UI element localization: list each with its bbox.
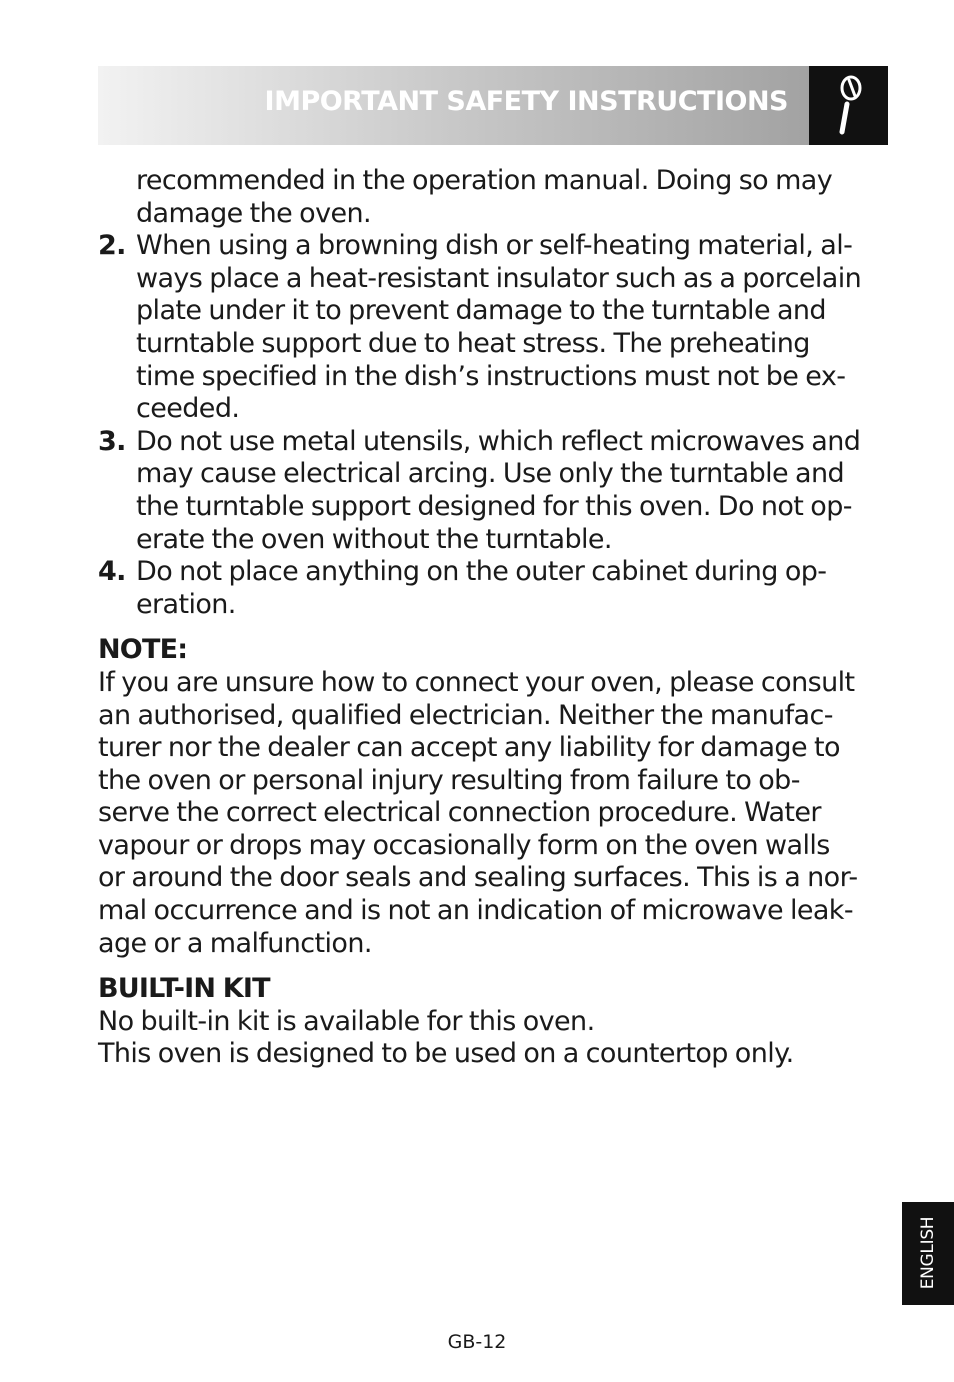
text-line: an authorised, qualified electrician. Neither the manufac- xyxy=(98,699,833,731)
text-line: may cause electrical arcing. Use only the turntable and xyxy=(136,458,845,490)
text-line: No built-in kit is available for this oven. xyxy=(98,1005,595,1037)
list-item-2 xyxy=(98,230,888,426)
text-line: age or a malfunction. xyxy=(98,927,372,959)
text-line: plate under it to prevent damage to the turntable and xyxy=(136,295,826,327)
text-line: Do not use metal utensils, which reflect microwaves and xyxy=(136,425,861,457)
text-line: the turntable support designed for this oven. Do not op- xyxy=(136,490,852,522)
text-line: turntable support due to heat stress. The preheating xyxy=(136,327,810,359)
text-line: eration. xyxy=(136,588,236,620)
list-item-3 xyxy=(98,426,888,556)
text-line: When using a browning dish or self-heating material, al- xyxy=(136,230,853,262)
page-number: GB-12 xyxy=(447,1331,507,1353)
text-line: recommended in the operation manual. Doing so may xyxy=(136,165,833,196)
text-line: time specified in the dish’s instructions must not be ex- xyxy=(136,360,846,392)
text-line: mal occurrence and is not an indication of microwave leak- xyxy=(98,895,853,927)
text-line: This oven is designed to be used on a countertop only. xyxy=(98,1038,794,1070)
note-paragraph xyxy=(98,667,888,960)
language-label: ENGLISH xyxy=(918,1216,938,1290)
note-heading: NOTE: xyxy=(98,634,188,666)
text-line: serve the correct electrical connection procedure. Water xyxy=(98,797,821,829)
text-line: vapour or drops may occasionally form on the oven walls xyxy=(98,829,830,861)
text-line: erate the oven without the turntable. xyxy=(136,523,612,555)
text-line: ways place a heat-resistant insulator such as a porcelain xyxy=(136,262,862,294)
language-tab xyxy=(902,1202,954,1305)
list-item-4 xyxy=(98,556,888,621)
item-number: 3. xyxy=(98,425,126,457)
item-number: 2. xyxy=(98,230,126,262)
item-number: 4. xyxy=(98,556,126,588)
text-line: damage the oven. xyxy=(136,197,371,229)
text-line: ceeded. xyxy=(136,393,240,425)
section-header xyxy=(98,66,888,145)
section-title: IMPORTANT SAFETY INSTRUCTIONS xyxy=(264,86,788,117)
text-line: the oven or personal injury resulting from failure to ob- xyxy=(98,764,800,796)
continued-text xyxy=(98,165,888,230)
page-content xyxy=(98,165,888,1071)
text-line: or around the door seals and sealing surfaces. This is a nor- xyxy=(98,862,858,894)
text-line: If you are unsure how to connect your oven, please consult xyxy=(98,666,855,698)
text-line: turer nor the dealer can accept any liability for damage to xyxy=(98,732,840,764)
text-line: Do not place anything on the outer cabinet during op- xyxy=(136,556,827,588)
exclamation-icon xyxy=(809,66,888,145)
builtin-kit-heading: BUILT-IN KIT xyxy=(98,973,270,1005)
warning-icon-box xyxy=(809,66,888,145)
